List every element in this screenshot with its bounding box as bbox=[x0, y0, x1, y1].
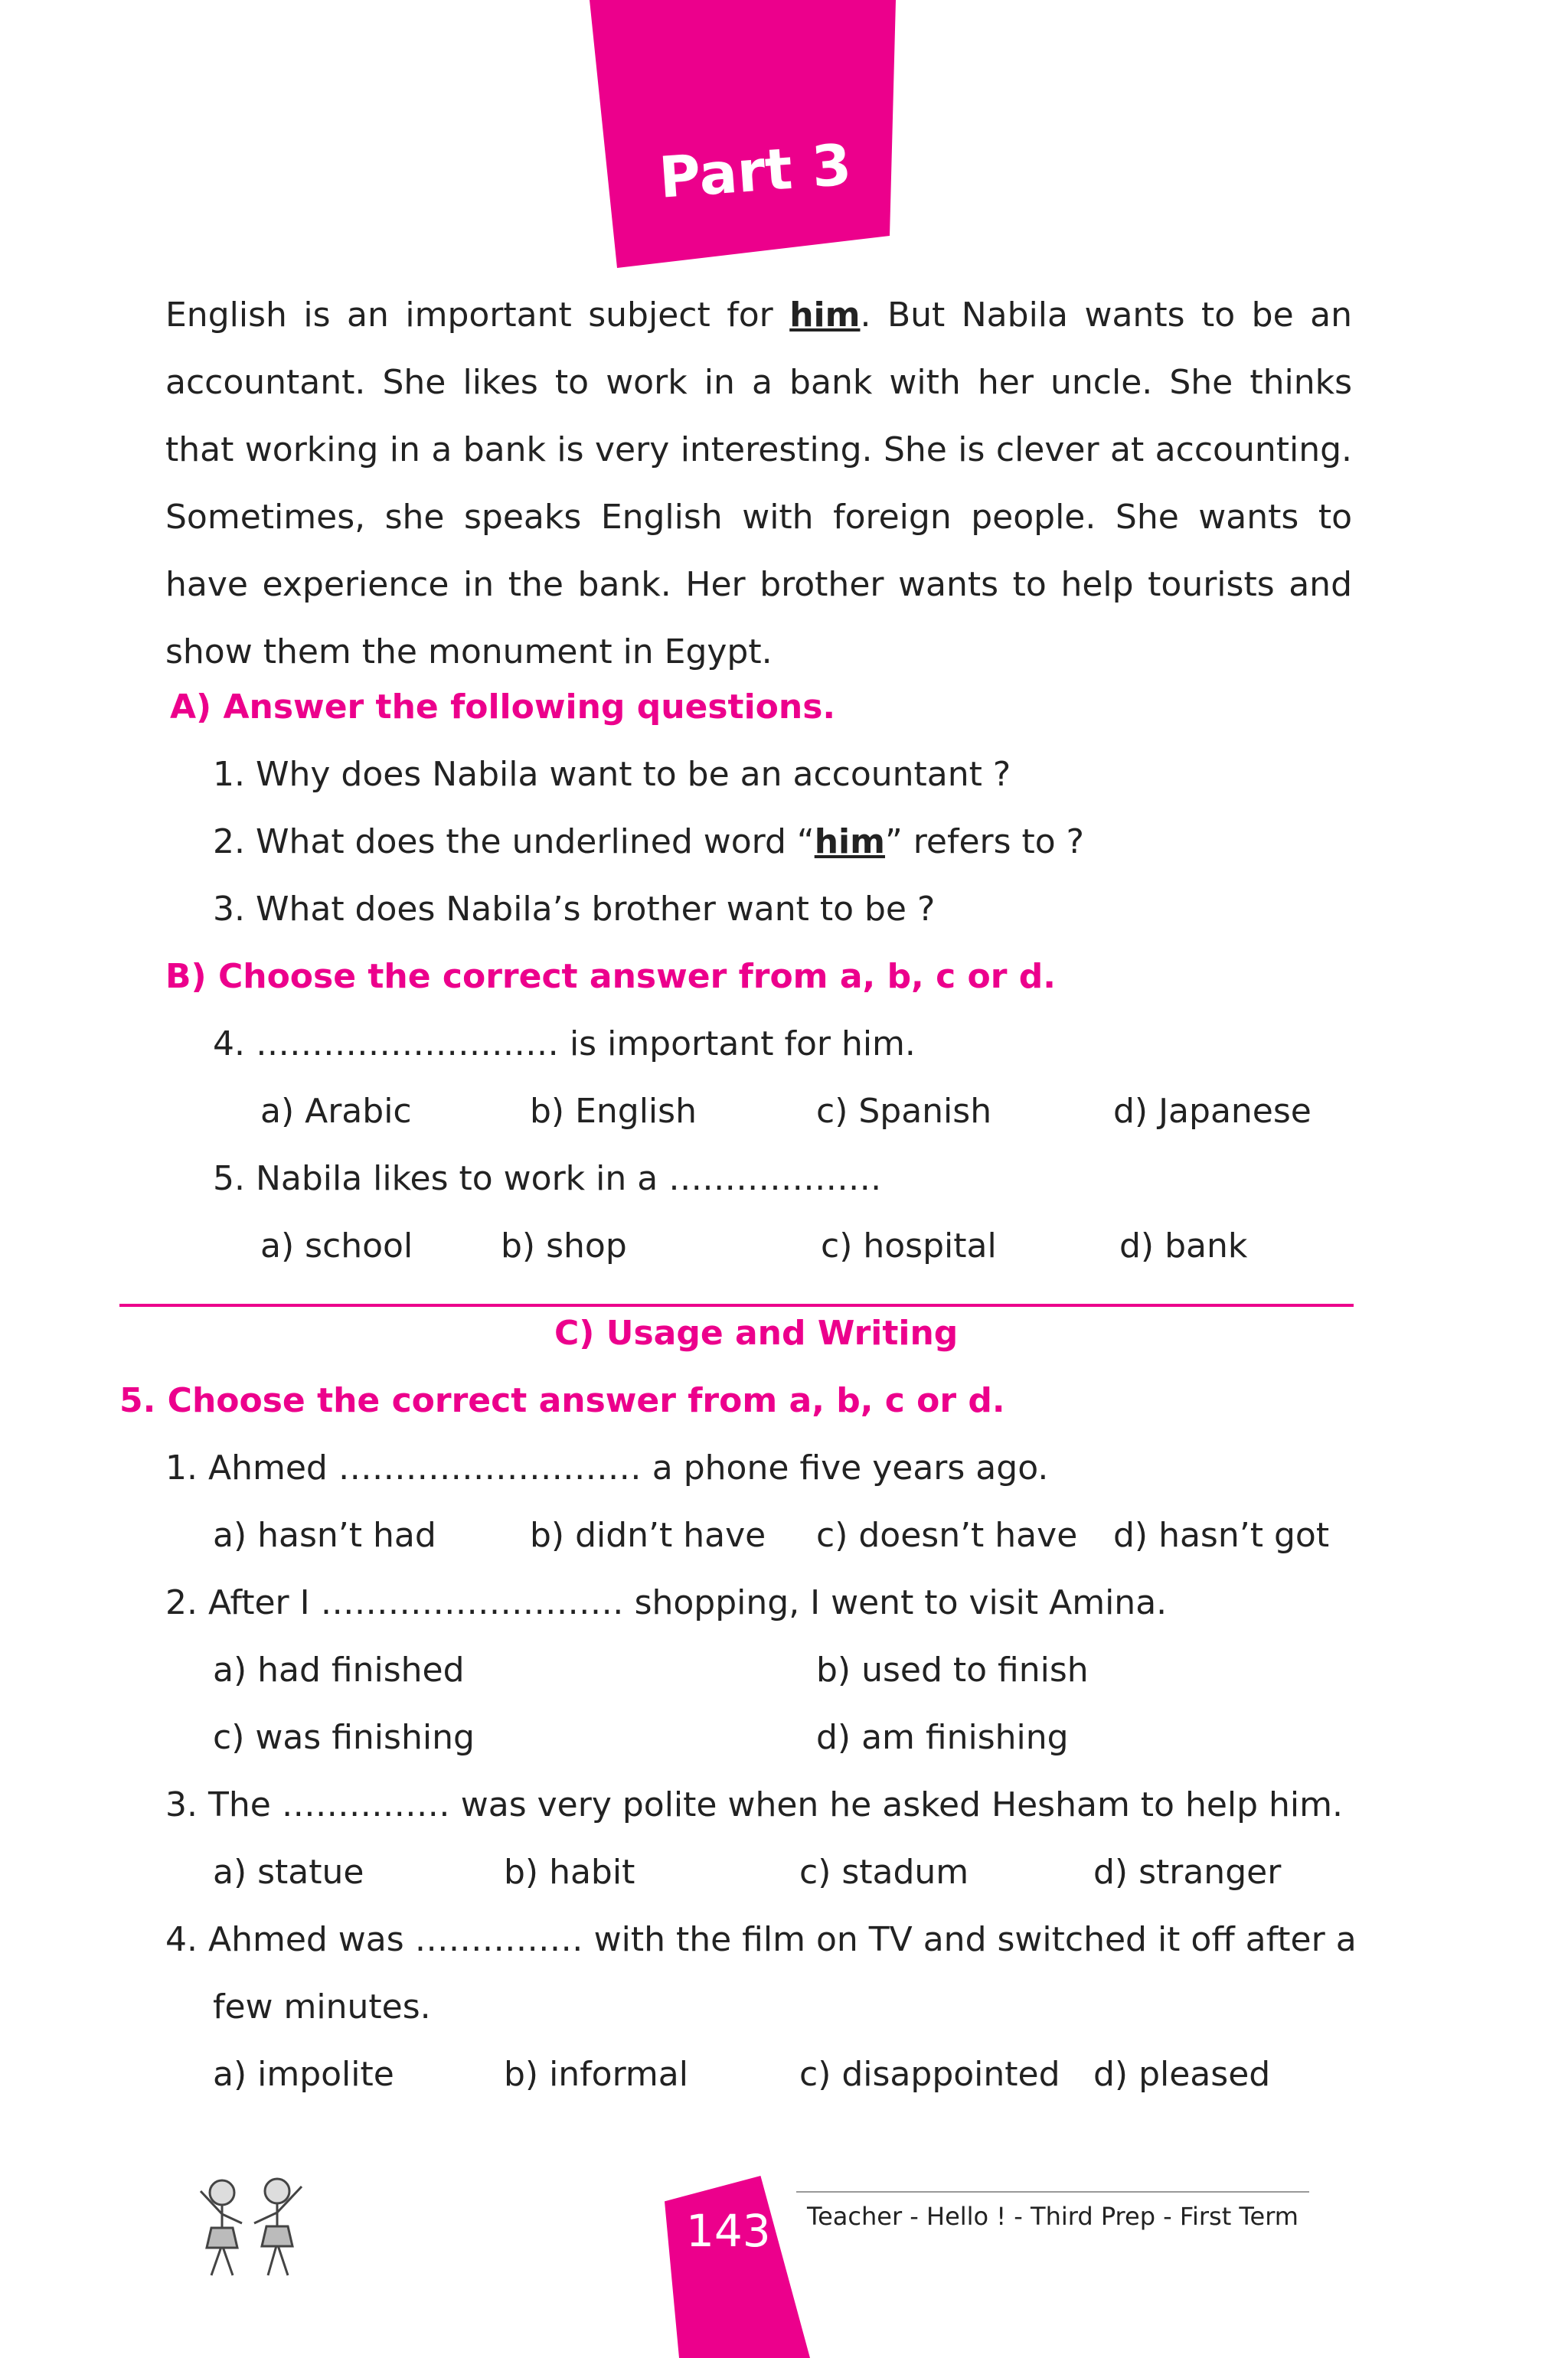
option-c1-c[interactable]: c) doesn’t have bbox=[816, 1516, 1078, 1555]
section-a-heading: A) Answer the following questions. bbox=[170, 687, 836, 727]
option-c2-d[interactable]: d) am finishing bbox=[816, 1718, 1069, 1757]
option-b5-c[interactable]: c) hospital bbox=[821, 1226, 997, 1266]
section-c-subheading: 5. Choose the correct answer from a, b, c or d. bbox=[119, 1381, 1005, 1420]
question-a2-end: ” refers to ? bbox=[884, 822, 1085, 861]
option-c4-a[interactable]: a) impolite bbox=[213, 2055, 394, 2094]
reading-passage bbox=[165, 282, 1352, 686]
option-c4-d[interactable]: d) pleased bbox=[1093, 2055, 1271, 2094]
option-c2-a[interactable]: a) had finished bbox=[213, 1651, 465, 1690]
question-a2-keyword: him bbox=[814, 822, 885, 861]
question-a1: 1. Why does Nabila want to be an accountant ? bbox=[213, 755, 1011, 794]
option-c3-a[interactable]: a) statue bbox=[213, 1853, 364, 1892]
question-c1: 1. Ahmed ……………………… a phone five years ago. bbox=[165, 1448, 1049, 1488]
question-c4: 4. Ahmed was …………… with the film on TV and switched it off after a bbox=[165, 1920, 1357, 1959]
option-b4-d[interactable]: d) Japanese bbox=[1113, 1092, 1312, 1131]
kids-illustration bbox=[178, 2168, 323, 2283]
page-number-box bbox=[665, 2176, 810, 2358]
question-a2-text: 2. What does the underlined word “ bbox=[213, 822, 815, 861]
question-a3: 3. What does Nabila’s brother want to be ? bbox=[213, 890, 936, 929]
question-a2 bbox=[213, 822, 1084, 861]
passage-text-rest: . But Nabila wants to be an accountant. She likes to work in a bank with her uncle. She thinks that working in a bank is very interesting. She is clever at accounting. Sometimes, she speaks English with foreign people. She wants to have experience in the bank. Her brother wants to help tourists and show them the monument in Egypt. bbox=[165, 296, 1352, 671]
option-b5-b[interactable]: b) shop bbox=[501, 1226, 627, 1266]
section-b-heading: B) Choose the correct answer from a, b, c or d. bbox=[165, 957, 1056, 996]
question-c3: 3. The …………… was very polite when he asked Hesham to help him. bbox=[165, 1785, 1344, 1824]
option-c3-c[interactable]: c) stadum bbox=[799, 1853, 969, 1892]
option-c1-b[interactable]: b) didn’t have bbox=[530, 1516, 766, 1555]
option-b4-b[interactable]: b) English bbox=[530, 1092, 697, 1131]
option-b4-c[interactable]: c) Spanish bbox=[816, 1092, 992, 1131]
footer-caption: Teacher - Hello ! - Third Prep - First Term bbox=[807, 2202, 1298, 2231]
passage-keyword: him bbox=[789, 296, 861, 335]
question-c2: 2. After I ……………………… shopping, I went to visit Amina. bbox=[165, 1583, 1168, 1622]
option-c4-c[interactable]: c) disappointed bbox=[799, 2055, 1060, 2094]
option-b5-d[interactable]: d) bank bbox=[1119, 1226, 1248, 1266]
option-c1-d[interactable]: d) hasn’t got bbox=[1113, 1516, 1330, 1555]
option-c3-d[interactable]: d) stranger bbox=[1093, 1853, 1282, 1892]
question-b5: 5. Nabila likes to work in a ………………. bbox=[213, 1159, 882, 1198]
question-b4: 4. ……………………… is important for him. bbox=[213, 1024, 916, 1063]
footer-rule bbox=[796, 2191, 1309, 2193]
option-c1-a[interactable]: a) hasn’t had bbox=[213, 1516, 436, 1555]
option-b5-a[interactable]: a) school bbox=[260, 1226, 413, 1266]
page-number: 143 bbox=[686, 2205, 771, 2257]
option-b4-a[interactable]: a) Arabic bbox=[260, 1092, 412, 1131]
option-c3-b[interactable]: b) habit bbox=[504, 1853, 635, 1892]
passage-text-start: English is an important subject for bbox=[165, 296, 790, 335]
part-title: Part 3 bbox=[657, 132, 854, 211]
part-banner bbox=[590, 0, 896, 268]
option-c2-b[interactable]: b) used to finish bbox=[816, 1651, 1089, 1690]
question-c4-cont: few minutes. bbox=[213, 1987, 431, 2027]
section-c-heading: C) Usage and Writing bbox=[554, 1314, 959, 1353]
option-c4-b[interactable]: b) informal bbox=[504, 2055, 688, 2094]
option-c2-c[interactable]: c) was finishing bbox=[213, 1718, 475, 1757]
section-divider bbox=[119, 1304, 1354, 1307]
